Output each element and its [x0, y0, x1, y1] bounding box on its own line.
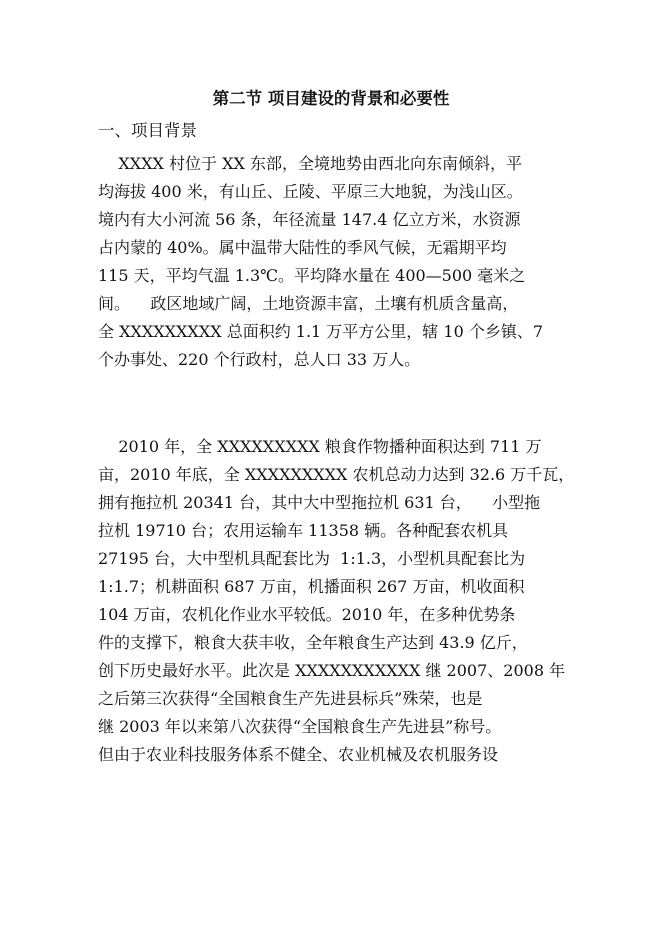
paragraph-line: 104 万亩，农机化作业水平较低。2010 年，在多种优势条 [98, 605, 516, 624]
paragraph-line: 间。 政区地域广阔，土地资源丰富，土壤有机质含量高， [98, 294, 519, 313]
paragraph-line: 27195 台，大中型机具配套比为 1:1.3，小型机具配套比为 [98, 549, 526, 568]
paragraph-line: 之后第三次获得“全国粮食生产先进县标兵”殊荣，也是 [98, 689, 483, 708]
paragraph-line: 全 XXXXXXXXX 总面积约 1.1 万平方公里，辖 10 个乡镇、7 [98, 322, 544, 341]
paragraph-line: 境内有大小河流 56 条，年径流量 147.4 亿立方米，水资源 [98, 210, 521, 229]
paragraph-line: 亩，2010 年底，全 XXXXXXXXX 农机总动力达到 32.6 万千瓦， [98, 465, 575, 484]
section-title: 第二节 项目建设的背景和必要性 [212, 89, 450, 108]
paragraph-line: 件的支撑下，粮食大获丰收，全年粮食生产达到 43.9 亿斤， [98, 633, 528, 652]
paragraph-line: XXXX 村位于 XX 东部，全境地势由西北向东南倾斜，平 [98, 154, 522, 173]
subsection-heading: 一、项目背景 [98, 121, 197, 140]
paragraph-2 [98, 433, 578, 769]
paragraph-line: 115 天，平均气温 1.3℃。平均降水量在 400—500 毫米之 [98, 266, 526, 285]
paragraph-line: 均海拔 400 米，有山丘、丘陵、平原三大地貌，为浅山区。 [98, 182, 523, 201]
paragraph-line: 创下历史最好水平。此次是 XXXXXXXXXXX 继 2007、2008 年 [98, 661, 566, 680]
paragraph-line: 拥有拖拉机 20341 台，其中大中型拖拉机 631 台， 小型拖 [98, 493, 541, 512]
paragraph-line: 继 2003 年以来第八次获得“全国粮食生产先进县”称号。 [98, 717, 502, 736]
paragraph-1 [98, 150, 578, 374]
paragraph-line: 占内蒙的 40%。属中温带大陆性的季风气候，无霜期平均 [98, 238, 507, 257]
paragraph-line: 2010 年，全 XXXXXXXXX 粮食作物播种面积达到 711 万 [98, 437, 542, 456]
paragraph-line: 拉机 19710 台；农用运输车 11358 辆。各种配套农机具 [98, 521, 509, 540]
paragraph-line: 但由于农业科技服务体系不健全、农业机械及农机服务设 [98, 745, 499, 764]
paragraph-line: 1:1.7；机耕面积 687 万亩，机播面积 267 万亩，机收面积 [98, 577, 525, 596]
paragraph-line: 个办事处、220 个行政村，总人口 33 万人。 [98, 350, 421, 369]
